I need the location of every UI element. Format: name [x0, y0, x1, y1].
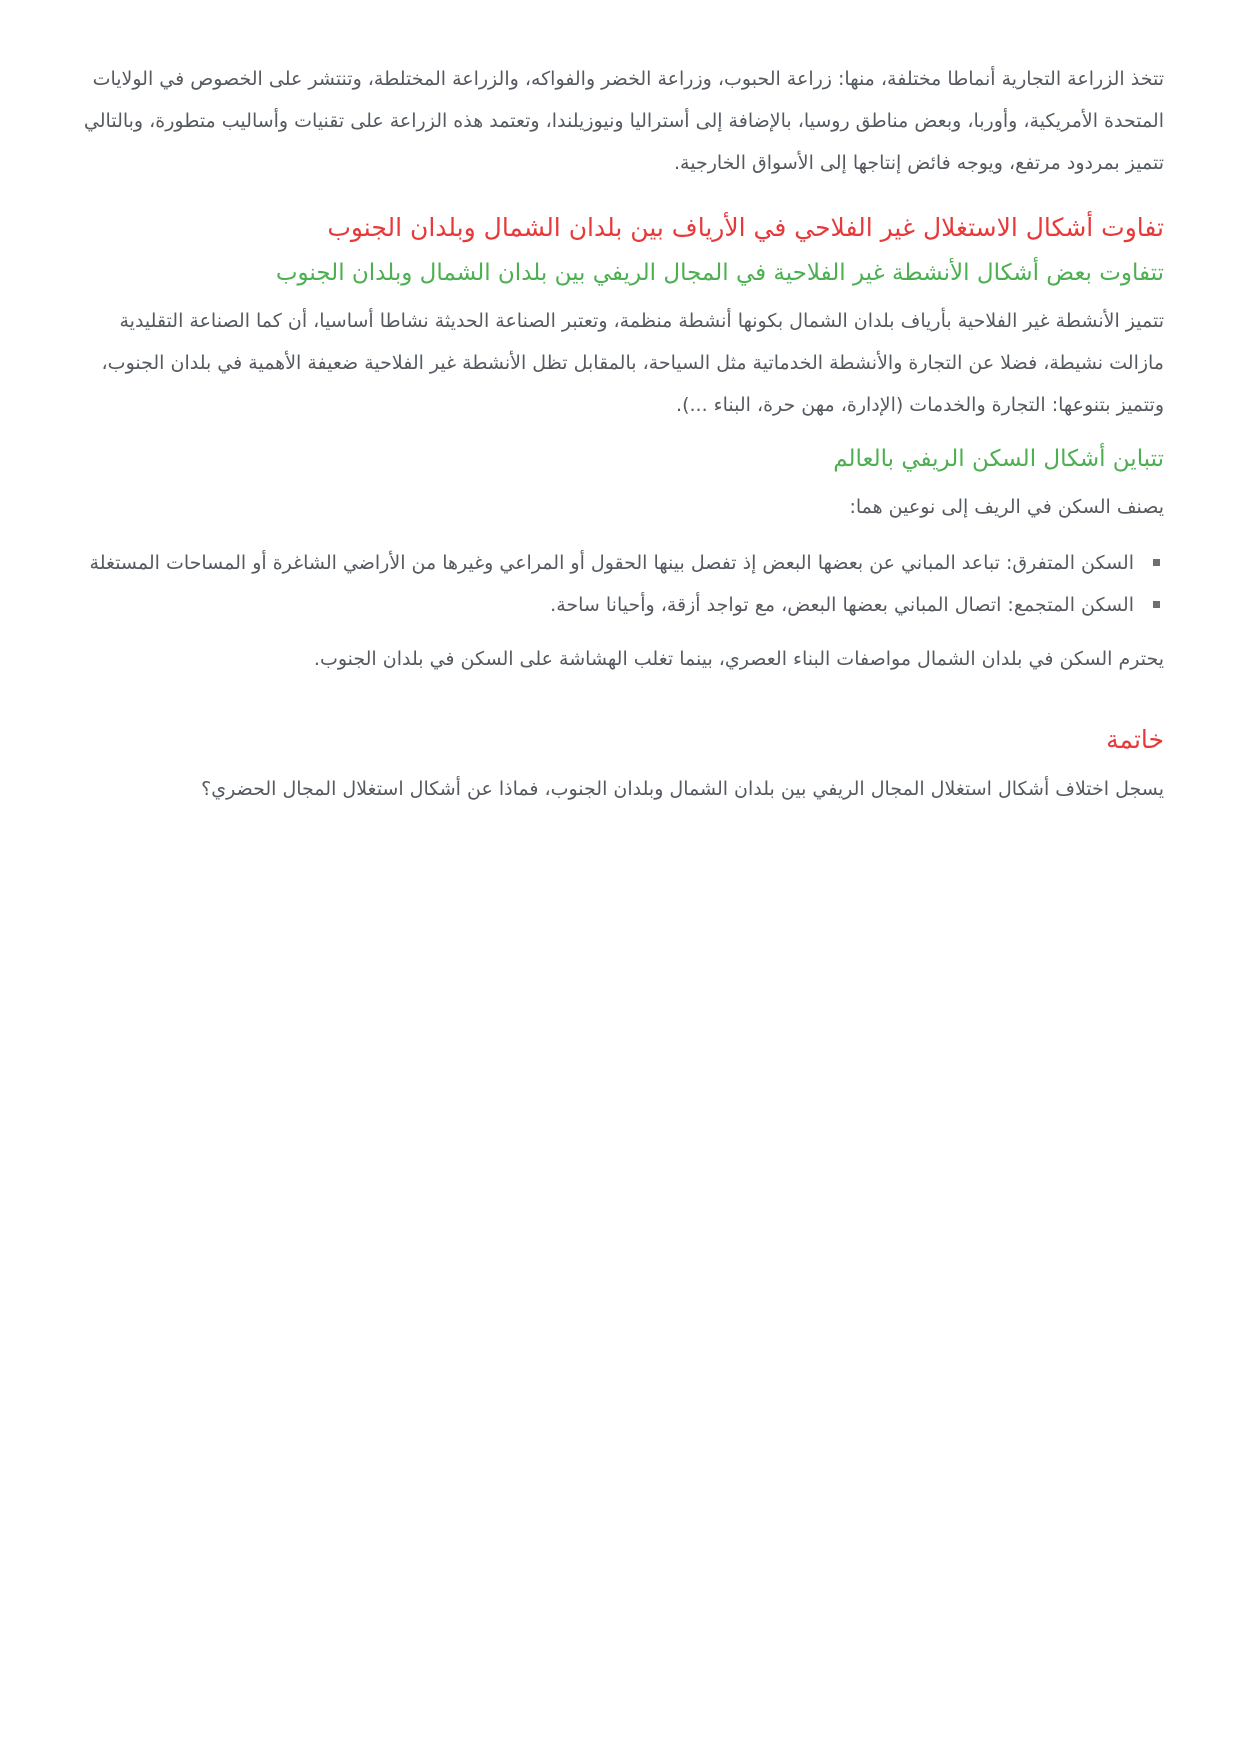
housing-type-scattered: السكن المتفرق: تباعد المباني عن بعضها البعض إذ تفصل بينها الحقول أو المراعي وغيرها من الأراضي الشاغرة أو المساحات المستغلة	[89, 552, 1134, 574]
conclusion-paragraph: يسجل اختلاف أشكال استغلال المجال الريفي بين بلدان الشمال وبلدان الجنوب، فماذا عن أشكال استغلال المجال الحضري؟	[201, 778, 1164, 800]
housing-types-list	[78, 542, 1164, 626]
housing-intro: يصنف السكن في الريف إلى نوعين هما:	[849, 496, 1164, 518]
intro-paragraph: تتخذ الزراعة التجارية أنماطا مختلفة، منها: زراعة الحبوب، وزراعة الخضر والفواكه، والزراعة المختلطة، وتنتشر على الخصوص في الولايات المتحدة الأمريكية، وأوربا، وبعض مناطق روسيا، بالإضافة إلى أستراليا ونيوزيلندا، وتعتمد هذه الزراعة على تقنيات وأساليب متطورة، وبالتالي تتميز بمردود مرتفع، ويوجه فائض إنتاجها إلى الأسواق الخارجية.	[83, 68, 1164, 174]
housing-type-clustered: السكن المتجمع: اتصال المباني بعضها البعض، مع تواجد أزقة، وأحيانا ساحة.	[550, 594, 1134, 616]
conclusion-title: خاتمة	[1106, 725, 1164, 754]
section-title: تفاوت أشكال الاستغلال غير الفلاحي في الأرياف بين بلدان الشمال وبلدان الجنوب	[327, 213, 1164, 242]
subsection-housing-title: تتباين أشكال السكن الريفي بالعالم	[833, 446, 1164, 472]
list-item	[78, 584, 1134, 626]
square-bullet-icon	[1153, 559, 1160, 566]
nonagri-paragraph: تتميز الأنشطة غير الفلاحية بأرياف بلدان الشمال بكونها أنشطة منظمة، وتعتبر الصناعة الحديثة نشاطا أساسيا، أن كما الصناعة التقليدية مازالت نشيطة، فضلا عن التجارة والأنشطة الخدماتية مثل السياحة، بالمقابل تظل الأنشطة غير الفلاحية ضعيفة الأهمية في بلدان الجنوب، وتتميز بتنوعها: التجارة والخدمات (الإدارة، مهن حرة، البناء ...).	[101, 310, 1164, 416]
square-bullet-icon	[1153, 601, 1160, 608]
subsection-nonagri-title: تتفاوت بعض أشكال الأنشطة غير الفلاحية في المجال الريفي بين بلدان الشمال وبلدان الجنوب	[275, 260, 1164, 286]
housing-north-paragraph: يحترم السكن في بلدان الشمال مواصفات البناء العصري، بينما تغلب الهشاشة على السكن في بلدان الجنوب.	[313, 648, 1164, 670]
list-item	[78, 542, 1134, 584]
